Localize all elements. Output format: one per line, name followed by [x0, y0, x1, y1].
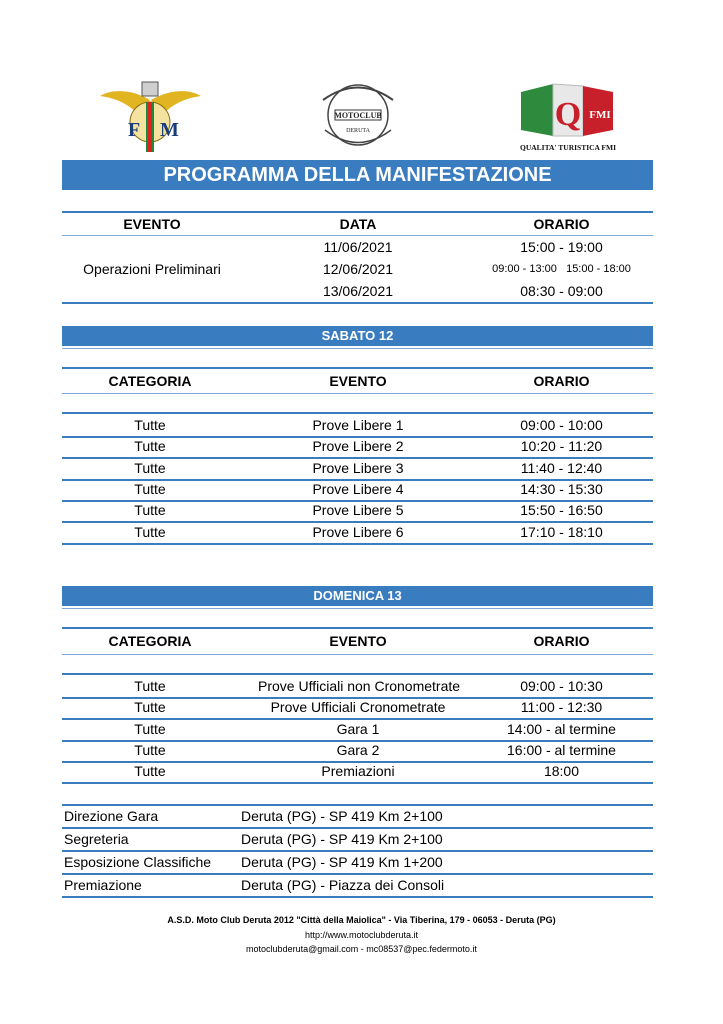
prelim-time-3: 08:30 - 09:00: [520, 283, 603, 299]
sabato-row-6-orario: 17:10 - 18:10: [520, 523, 603, 540]
domenica-row-2-orario: 11:00 - 12:30: [520, 699, 603, 716]
sabato-row-6-evento: Prove Libere 6: [312, 523, 404, 540]
domenica-rule-d: [62, 673, 653, 675]
sabato-row-3-evento: Prove Libere 3: [312, 459, 404, 476]
domenica-header-orario: ORARIO: [533, 633, 590, 649]
domenica-rule-b: [62, 627, 653, 629]
sabato-row-1-orario: 09:00 - 10:00: [520, 417, 603, 433]
sabato-section-bar: SABATO 12: [62, 326, 653, 346]
sabato-row-4-orario: 14:30 - 15:30: [520, 480, 603, 497]
sabato-header-evento: EVENTO: [329, 373, 387, 389]
sabato-row-4-categoria: Tutte: [134, 480, 166, 497]
prelim-date-1: 11/06/2021: [323, 239, 393, 255]
domenica-row-2-categoria: Tutte: [134, 699, 166, 716]
domenica-row-4-orario: 16:00 - al termine: [507, 741, 616, 758]
domenica-header-categoria: CATEGORIA: [108, 633, 192, 649]
footer-emails: motoclubderuta@gmail.com - mc08537@pec.federmoto.it: [246, 944, 477, 954]
info-label: Premiazione: [64, 877, 142, 893]
domenica-row-5-categoria: Tutte: [134, 763, 166, 780]
sabato-rule-c: [62, 393, 653, 394]
sabato-rule-b: [62, 367, 653, 369]
motoclub-logo: [313, 70, 403, 160]
sabato-row-6-categoria: Tutte: [134, 523, 166, 540]
qualita-logo-caption: QUALITA' TURISTICA FMI: [520, 143, 616, 152]
prelim-time-2: 09:00 - 13:00 15:00 - 18:00: [492, 263, 631, 275]
info-value: Deruta (PG) - Piazza dei Consoli: [241, 877, 445, 893]
domenica-row-4-evento: Gara 2: [336, 741, 380, 758]
fmi-logo-text: F: [128, 119, 141, 141]
sabato-row-3-categoria: Tutte: [134, 459, 166, 476]
sabato-row-1-evento: Prove Libere 1: [312, 417, 404, 433]
sabato-row-5-orario: 15:50 - 16:50: [520, 502, 603, 519]
page-title: PROGRAMMA DELLA MANIFESTAZIONE: [62, 160, 653, 190]
domenica-row-4-categoria: Tutte: [134, 741, 166, 758]
motoclub-logo-text: MOTOCLUB: [334, 111, 382, 120]
domenica-row-3-categoria: Tutte: [134, 720, 166, 737]
prelim-top-rule: [62, 211, 653, 213]
domenica-row-5-evento: Premiazioni: [321, 763, 395, 780]
info-value: Deruta (PG) - SP 419 Km 2+100: [241, 831, 443, 847]
info-value: Deruta (PG) - SP 419 Km 2+100: [241, 808, 443, 824]
domenica-row-1-categoria: Tutte: [134, 678, 166, 694]
sabato-row-2-orario: 10:20 - 11:20: [520, 438, 603, 455]
domenica-rule-c: [62, 654, 653, 655]
prelim-header-evento: EVENTO: [123, 216, 181, 232]
footer-website: http://www.motoclubderuta.it: [304, 930, 419, 940]
sabato-rule-a: [62, 348, 653, 349]
prelim-event: Operazioni Preliminari: [83, 261, 221, 277]
prelim-header-orario: ORARIO: [533, 216, 590, 232]
sabato-row-rule: [62, 543, 653, 545]
info-row-rule: [62, 850, 653, 852]
sabato-row-5-categoria: Tutte: [134, 502, 166, 519]
prelim-time-1: 15:00 - 19:00: [520, 239, 603, 255]
domenica-row-3-evento: Gara 1: [336, 720, 380, 737]
domenica-row-rule: [62, 782, 653, 784]
info-row-rule: [62, 896, 653, 898]
info-label: Esposizione Classifiche: [64, 854, 212, 870]
svg-text:Q: Q: [554, 96, 582, 133]
domenica-rule-a: [62, 608, 653, 609]
info-row-rule: [62, 873, 653, 875]
svg-text:FMI: FMI: [589, 109, 611, 121]
info-label: Segreteria: [64, 831, 129, 847]
qualita-turistica-logo: [513, 70, 623, 160]
domenica-row-1-evento: Prove Ufficiali non Cronometrate: [258, 678, 461, 694]
prelim-date-2: 12/06/2021: [322, 261, 394, 277]
sabato-row-4-evento: Prove Libere 4: [312, 480, 404, 497]
sabato-rule-d: [62, 412, 653, 414]
sabato-header-orario: ORARIO: [533, 373, 590, 389]
sabato-row-2-evento: Prove Libere 2: [312, 438, 404, 455]
domenica-row-3-orario: 14:00 - al termine: [507, 720, 616, 737]
sabato-row-2-categoria: Tutte: [134, 438, 166, 455]
prelim-date-3: 13/06/2021: [322, 283, 394, 299]
sabato-row-5-evento: Prove Libere 5: [312, 502, 404, 519]
fmi-logo: [98, 70, 203, 160]
sabato-header-categoria: CATEGORIA: [108, 373, 192, 389]
info-value: Deruta (PG) - SP 419 Km 1+200: [241, 854, 443, 870]
motoclub-logo-subtext: DERUTA: [346, 128, 370, 134]
domenica-row-2-evento: Prove Ufficiali Cronometrate: [270, 699, 446, 716]
domenica-section-bar: DOMENICA 13: [62, 586, 653, 606]
domenica-header-evento: EVENTO: [329, 633, 387, 649]
domenica-row-5-orario: 18:00: [543, 763, 580, 780]
fmi-logo-svg: [98, 70, 203, 160]
prelim-header-data: DATA: [339, 216, 377, 232]
info-top-rule: [62, 804, 653, 806]
prelim-header-rule: [62, 235, 653, 236]
sabato-row-3-orario: 11:40 - 12:40: [520, 459, 603, 476]
footer-address: A.S.D. Moto Club Deruta 2012 "Città della Maiolica" - Via Tiberina, 179 - 06053 - Deruta (PG): [167, 915, 556, 925]
domenica-row-1-orario: 09:00 - 10:30: [520, 678, 603, 694]
svg-text:M: M: [160, 119, 179, 141]
info-label: Direzione Gara: [64, 808, 159, 824]
sabato-row-1-categoria: Tutte: [134, 417, 166, 433]
prelim-bottom-rule: [62, 302, 653, 304]
info-row-rule: [62, 827, 653, 829]
